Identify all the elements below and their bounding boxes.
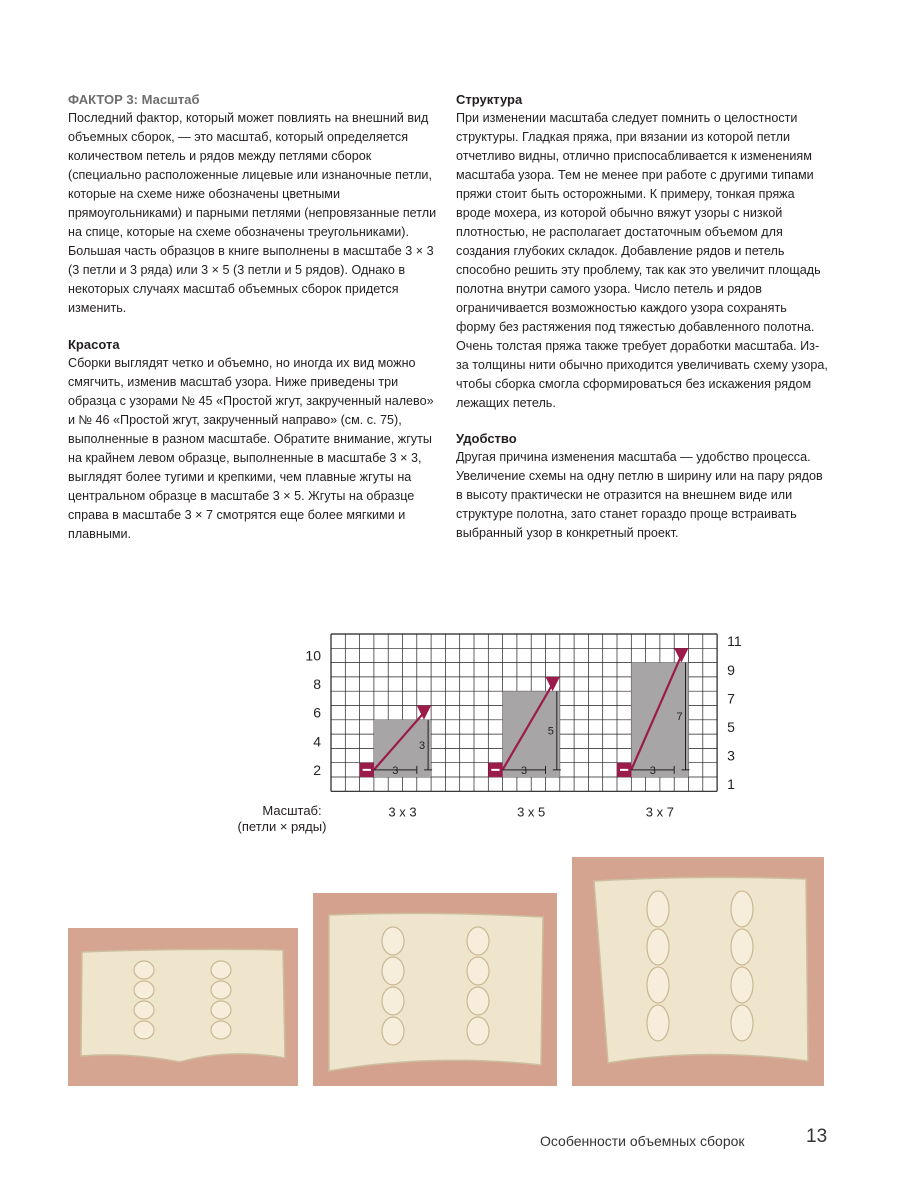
factor-paragraph: Последний фактор, который может повлиять на внешний вид объемных сборок, — это масштаб, который определяется количеством петель и рядов между петлями сборок (специально расположенные лицевые или изнаночные петли, которые на схеме ниже обозначены цветными прямоугольниками) и парными петлями (непровязанные петли на спице, которые на схеме обозначены треугольниками). Большая часть образцов в книге выполнены в масштабе 3 × 3 (3 петли и 3 ряда) или 3 × 5 (3 петли и 5 рядов). Однако в некоторых случаях масштаб объемных сборок придется изменить. xyxy=(68,111,437,315)
scale-label: Масштаб: xyxy=(262,803,322,818)
page-number: 13 xyxy=(806,1126,828,1147)
comfort-heading: Удобство xyxy=(456,431,517,446)
comfort-paragraph: Другая причина изменения масштаба — удобство процесса. Увеличение схемы на одну петлю в ширину или на пару рядов в высоту практически не отразится на внешнем виде или структуре полотна, зато станет гораздо проще встраивать выбранный узор в конкретный проект. xyxy=(456,450,823,540)
structure-heading: Структура xyxy=(456,92,523,107)
right-tick-label: 5 xyxy=(727,718,735,735)
right-tick-label: 3 xyxy=(727,747,735,764)
left-tick-label: 6 xyxy=(313,704,321,721)
beauty-paragraph: Сборки выглядят четко и объемно, но иногда их вид можно смягчить, изменив масштаб узора. Ниже приведены три образца с узорами № 45 «Простой жгут, закрученный налево» и № 46 «Простой жгут, закрученный направо» (см. с. 75), выполненные в разном масштабе. Обратите внимание, жгуты на крайнем левом образце, выполненные в масштабе 3 × 3, выглядят более тугими и крепкими, чем плавные жгуты на центральном образце в масштабе 3 × 5. Жгуты на образце справа в масштабе 3 × 7 смотрятся еще более мягкими и плавными. xyxy=(68,356,434,541)
left-tick-label: 2 xyxy=(313,761,321,778)
scale-name-label: 3 x 7 xyxy=(645,804,674,820)
beauty-heading: Красота xyxy=(68,337,120,352)
swatch-photo-3x7 xyxy=(572,857,824,1086)
swatch-photo-3x3 xyxy=(68,928,298,1086)
scale-sublabel: (петли × ряды) xyxy=(237,819,327,834)
factor-heading: ФАКТОР 3: Масштаб xyxy=(68,92,200,107)
swatch-photo-3x5 xyxy=(313,893,557,1086)
right-tick-label: 11 xyxy=(727,633,742,650)
width-label: 3 xyxy=(392,764,399,777)
scale-name-label: 3 x 5 xyxy=(517,804,546,820)
height-label: 3 xyxy=(419,739,426,752)
height-label: 5 xyxy=(547,725,554,738)
right-tick-label: 9 xyxy=(727,661,735,678)
left-tick-label: 8 xyxy=(313,676,321,693)
structure-paragraph: При изменении масштаба следует помнить о целостности структуры. Гладкая пряжа, при вязании из которой петли отчетливо видны, отлично приспосабливается к изменениям масштаба узора. Тем не менее при работе с другими типами пряжи стоит быть осторожными. К примеру, тонкая пряжа вроде мохера, из которой обычно вяжут узоры с низкой плотностью, не располагает достаточным объемом для создания глубоких складок. Добавление рядов и петель способно решить эту проблему, так как это увеличит площадь полотна внутри самого узора. Число петель и рядов ограничивается возможностью каждого узора сохранять форму без растяжения под тяжестью добавленного полотна. Очень толстая пряжа также требует доработки масштаба. Из-за толщины нити обычно приходится увеличивать схему узора, чтобы сборка смогла сформироваться без искажения рядом лежащих петель. xyxy=(456,111,828,410)
left-tick-label: 4 xyxy=(313,733,321,750)
scale-chart xyxy=(225,628,742,843)
paired-stitch-triangle xyxy=(674,648,688,662)
left-tick-label: 10 xyxy=(305,647,321,664)
height-label: 7 xyxy=(676,711,683,724)
footer-section-title: Особенности объемных сборок xyxy=(540,1133,745,1149)
width-label: 3 xyxy=(649,764,656,777)
right-column xyxy=(456,90,828,543)
width-label: 3 xyxy=(520,764,528,777)
right-tick-label: 1 xyxy=(727,776,735,793)
right-tick-label: 7 xyxy=(727,690,735,707)
left-column xyxy=(68,90,440,544)
scale-name-label: 3 x 3 xyxy=(388,804,417,820)
